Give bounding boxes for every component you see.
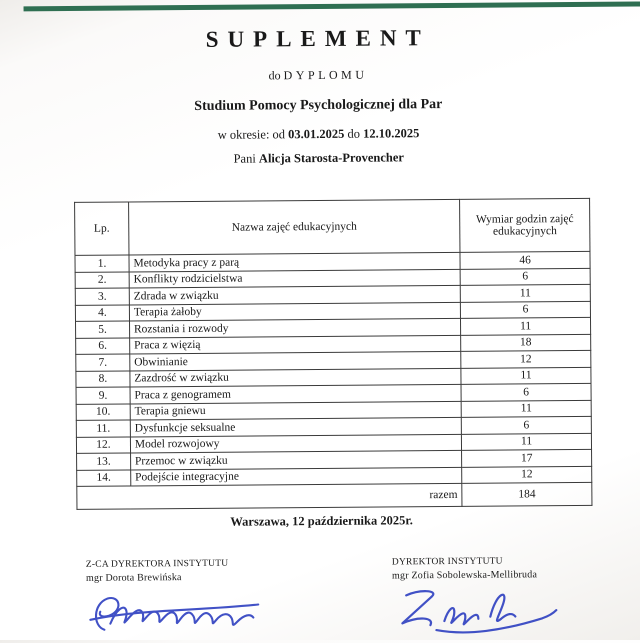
row-lp: 9. (76, 387, 130, 404)
signature-left-ink (86, 584, 276, 641)
period-line (0, 124, 639, 144)
row-name: Dysfunkcje seksualne (130, 417, 461, 436)
program-name: Studium Pomocy Psychologicznej dla Par (194, 97, 443, 114)
row-lp: 10. (76, 403, 130, 420)
row-name: Zdrada w związku (129, 285, 460, 304)
row-name: Praca z więzią (130, 335, 461, 354)
right-signer-name: mgr Zofia Sobolewska-Mellibruda (391, 569, 538, 582)
col-header-lp: Lp. (75, 202, 129, 255)
table-total-row (77, 482, 592, 509)
row-lp: 11. (76, 420, 130, 437)
top-accent-bar (24, 1, 640, 11)
row-hours: 46 (460, 251, 590, 269)
row-name: Obwinianie (130, 351, 461, 370)
row-lp: 6. (76, 337, 130, 354)
signature-right-ink (392, 582, 562, 639)
col-header-name: Nazwa zajęć edukacyjnych (128, 199, 460, 255)
row-name: Rozstania i rozwody (129, 318, 460, 337)
row-name: Terapia żałoby (129, 302, 460, 321)
holder-name: Alicja Starosta-Provencher (258, 150, 404, 166)
total-value: 184 (462, 482, 592, 506)
right-signer-title: DYREKTOR INSTYTUTU (391, 556, 503, 568)
left-signer-name: mgr Dorota Brewińska (85, 572, 182, 584)
row-hours: 11 (461, 367, 591, 385)
row-lp: 5. (76, 321, 130, 338)
table-header-row (75, 198, 590, 255)
total-label: razem (77, 483, 462, 509)
holder-line (0, 148, 639, 168)
row-lp: 12. (76, 436, 130, 453)
row-hours: 6 (461, 416, 591, 434)
row-lp: 2. (75, 271, 129, 288)
row-name: Podejście integracyjne (131, 467, 462, 486)
row-name: Metodyka pracy z parą (129, 252, 460, 271)
subtitle-word: DYPLOMU (283, 67, 368, 83)
row-hours: 11 (461, 400, 591, 418)
document-subtitle (0, 65, 638, 85)
course-table (74, 198, 592, 510)
period-prefix: w okresie: od (217, 127, 286, 142)
row-lp: 1. (75, 255, 129, 272)
subtitle-prefix: do (268, 68, 281, 83)
signature-block-left (74, 558, 327, 642)
period-to-label: do (347, 126, 361, 141)
left-signer-title: Z-CA DYREKTORA INSTYTUTU (85, 558, 229, 570)
row-hours: 17 (462, 449, 592, 467)
row-hours: 11 (460, 284, 590, 302)
row-hours: 6 (461, 301, 591, 319)
row-lp: 14. (77, 469, 131, 486)
place-date: Warszawa, 12 października 2025r. (230, 513, 413, 529)
period-from-date: 03.01.2025 (288, 126, 345, 142)
document-title: SUPLEMENT (205, 25, 430, 52)
row-hours: 6 (460, 268, 590, 286)
row-name: Zazdrość w związku (130, 368, 461, 387)
holder-prefix: Pani (233, 151, 256, 166)
signature-block-right (384, 556, 633, 640)
row-lp: 3. (75, 288, 129, 305)
col-header-hours: Wymiar godzin zajęć edukacyjnych (460, 198, 590, 252)
row-hours: 12 (462, 466, 592, 484)
row-name: Przemoc w związku (130, 450, 461, 469)
row-hours: 11 (461, 317, 591, 335)
row-lp: 8. (76, 370, 130, 387)
row-hours: 18 (461, 334, 591, 352)
row-name: Model rozwojowy (130, 434, 461, 453)
row-lp: 13. (77, 453, 131, 470)
period-to-date: 12.10.2025 (363, 126, 420, 141)
row-lp: 4. (75, 304, 129, 321)
row-lp: 7. (76, 354, 130, 371)
row-name: Praca z genogramem (130, 384, 461, 403)
row-hours: 11 (462, 433, 592, 451)
row-name: Terapia gniewu (130, 401, 461, 420)
row-hours: 12 (461, 350, 591, 368)
row-hours: 6 (461, 383, 591, 401)
row-name: Konflikty rodzicielstwa (129, 269, 460, 288)
